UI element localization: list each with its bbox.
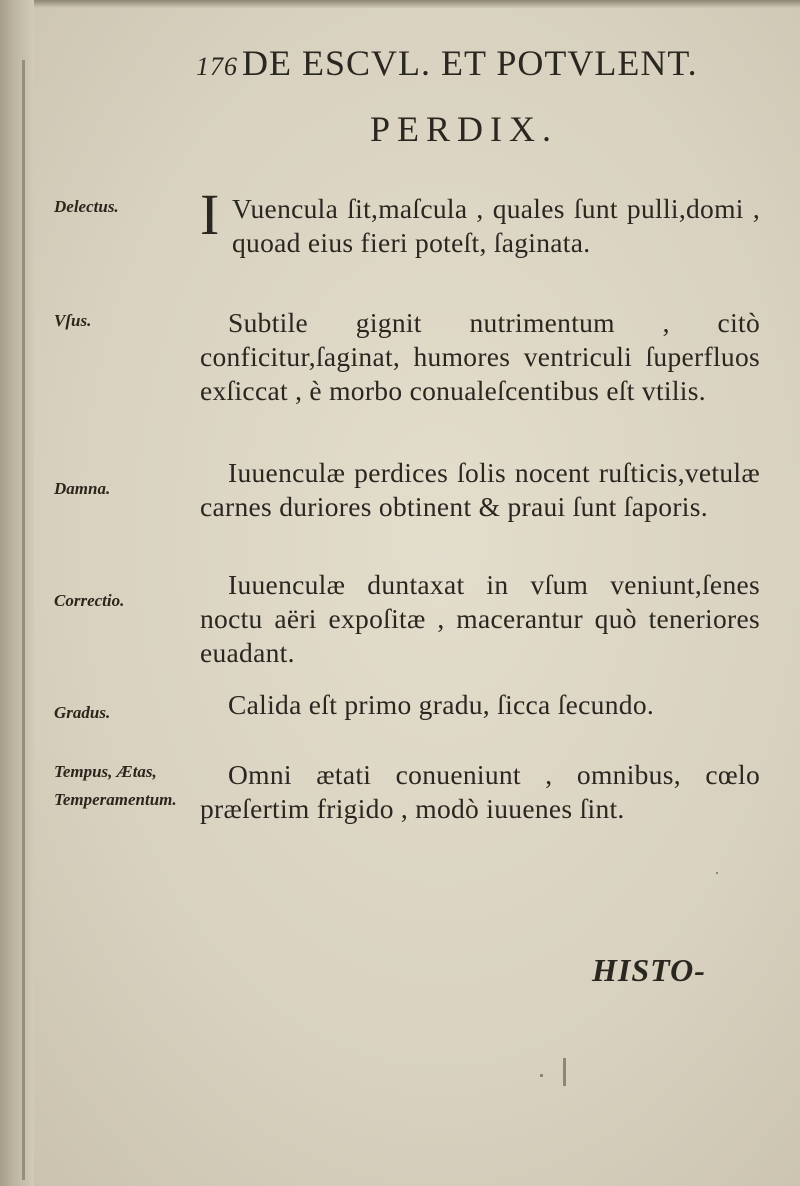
drop-initial: I bbox=[200, 182, 220, 247]
catchword: HISTO- bbox=[592, 952, 706, 988]
entry-tempus-text: Omni ætati conueniunt , omnibus, cœlo præſertim frigido , modò iuuenes ſint. bbox=[200, 759, 760, 824]
section-title: PERDIX. bbox=[370, 109, 559, 149]
page-top-edge bbox=[0, 0, 800, 8]
margin-note-vsus: Vſus. bbox=[54, 311, 92, 330]
entry-correctio-text: Iuuenculæ duntaxat in vſum veniunt,ſenes noctu aëri expoſitæ , macerantur quò teneriores euadant. bbox=[200, 569, 760, 668]
entry-delectus-text: Vuencula ſit,maſcula , quales ſunt pulli,domi , quoad eius fieri poteſt, ſaginata. bbox=[232, 193, 760, 258]
ink-speck bbox=[563, 1058, 566, 1086]
ink-speck bbox=[716, 872, 718, 874]
margin-note-correctio: Correctio. bbox=[54, 591, 125, 610]
margin-note-damna: Damna. bbox=[54, 479, 111, 498]
entry-damna-text: Iuuenculæ perdices ſolis nocent ruſticis,vetulæ carnes duriores obtinent & praui ſunt ſaporis. bbox=[200, 457, 760, 522]
running-title: DE ESCVL. ET POTVLENT. bbox=[242, 43, 698, 83]
margin-note-delectus: Delectus. bbox=[54, 197, 119, 216]
margin-note-tempus: Tempus, Ætas, Temperamentum. bbox=[54, 762, 177, 809]
entry-vsus-text: Subtile gignit nutrimentum , citò conficitur,ſaginat, humores ventriculi ſuperfluos exſiccat , è morbo conualeſcentibus eſt vtilis. bbox=[200, 307, 760, 406]
page-number: 176 bbox=[196, 52, 238, 81]
entry-gradus-text: Calida eſt primo gradu, ſicca ſecundo. bbox=[228, 689, 655, 720]
page-gutter bbox=[0, 0, 34, 1186]
running-header bbox=[196, 42, 756, 84]
ink-speck bbox=[540, 1074, 543, 1077]
margin-note-gradus: Gradus. bbox=[54, 703, 111, 722]
gutter-shadow-line bbox=[22, 60, 25, 1180]
